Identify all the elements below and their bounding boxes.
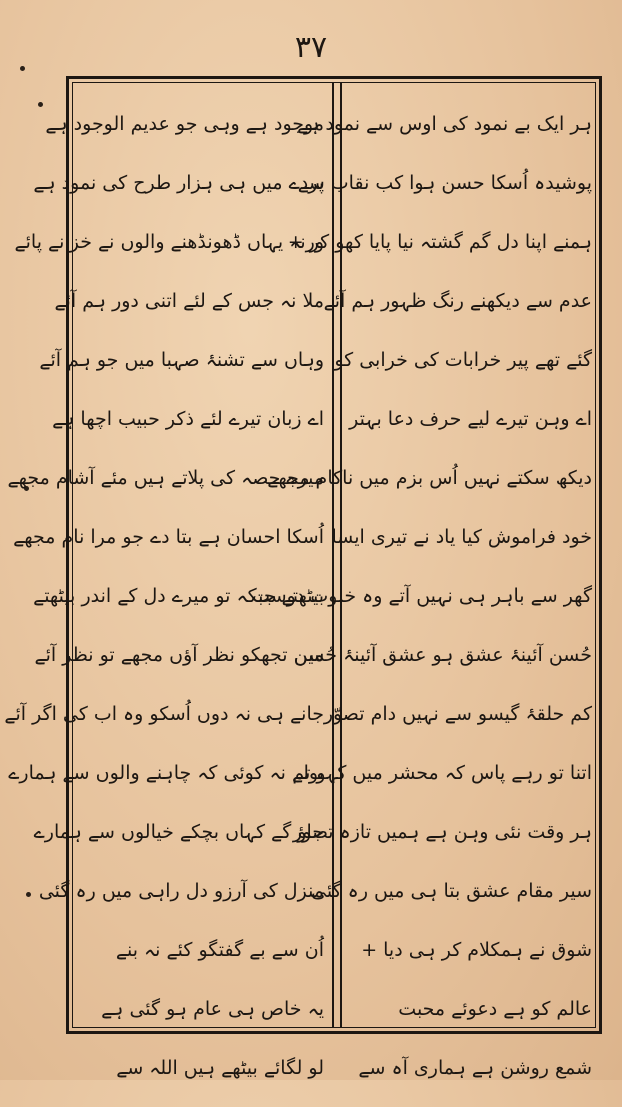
margin-dot [20,66,25,71]
verse-line: موجود ہے وہی جو عدیم الوجود ہے [45,113,324,135]
left-column [4,104,330,1079]
verse-line: جاؤ گے کہاں بچکے خیالوں سے ہمارے [33,821,324,843]
verse-line: اُن سے بے گفتگو کئے نہ بنے [115,939,324,961]
verse-line: عدم سے دیکھنے رنگ ظہور ہم آئے [323,290,592,312]
verse-line: دیکھ سکتے نہیں اُس بزم میں ناکام مجھے [267,467,592,489]
verse-line: گھر سے باہر ہی نہیں آتے وہ خلوت دوست [252,585,592,607]
page-number: ۳۷ [294,30,328,65]
right-column [252,104,598,1079]
verse-line: شوق نے ہمکلام کر ہی دیا + [361,939,592,961]
verse-line: میرے حصہ کی پلاتے ہیں مئے آشام مجھے [7,467,324,489]
verse-line: حُسن آئینۂ عشق ہو عشق آئینۂ حُسن [293,644,592,666]
verse-line: سیر مقام عشق بتا ہی میں رہ گئی [311,880,592,902]
verse-line: ورنہ یہاں ڈھونڈھنے والوں نے خزانے پائے [14,231,324,253]
verse-line: ہر ایک بے نمود کی اوس سے نمود ہے [297,113,592,135]
verse-line: خود فراموش کیا یاد نے تیری ایسا [331,526,592,548]
margin-dot [26,892,31,897]
verse-line: میں تجھکو نظر آؤں مجھے تو نظر آئے [34,644,324,666]
verse-line: اے وہن تیرے لیے حرف دعا بہتر [349,408,592,430]
verse-line: شمع روشن ہے ہماری آہ سے [358,1057,592,1079]
verse-line: عالم کو ہے دعوئے محبت [398,998,592,1020]
verse-line: پردے میں ہی ہزار طرح کی نمود ہے [33,172,324,194]
verse-line: منزل کی آرزو دل راہی میں رہ گئی [38,880,324,902]
verse-line: گئے تھے پیر خرابات کی خرابی کو [334,349,592,371]
verse-line: لو لگائے بیٹھے ہیں اللہ سے [116,1057,324,1079]
verse-line: یہ خاص ہی عام ہو گئی ہے [101,998,324,1020]
verse-line: ملا نہ جس کے لئے اتنی دور ہم آئے [54,290,324,312]
verse-line: ہمنے اپنا دل گم گشتہ نیا پایا کھو کر + [287,231,592,253]
verse-line: وہاں سے تشنۂ صہبا میں جو ہم آئے [39,349,324,371]
verse-line: پوشیدہ اُسکا حسن ہوا کب نقاب سے [297,172,592,194]
verse-line: اتنا تو رہے پاس کہ محشر میں کہو تم [292,762,592,784]
margin-dot [38,102,43,107]
verse-line: بولے نہ کوئی کہ چاہنے والوں سے ہمارے [8,762,324,784]
verse-line: بیٹھتے جبکہ تو میرے دل کے اندر بیٹھتے [33,585,324,607]
verse-line: ہر وقت نئی وہن ہے ہمیں تازہ تصور [292,821,592,843]
verse-line: جانے ہی نہ دوں اُسکو وہ اب کی اگر آئے [4,703,324,725]
verse-line: اُسکا احسان ہے بتا دے جو مرا نام مجھے [13,526,324,548]
verse-line: اے زبان تیرے لئے ذکر حبیب اچھا ہے [52,408,324,430]
verse-line: کم حلقۂ گیسو سے نہیں دام تصوّر [323,703,592,725]
